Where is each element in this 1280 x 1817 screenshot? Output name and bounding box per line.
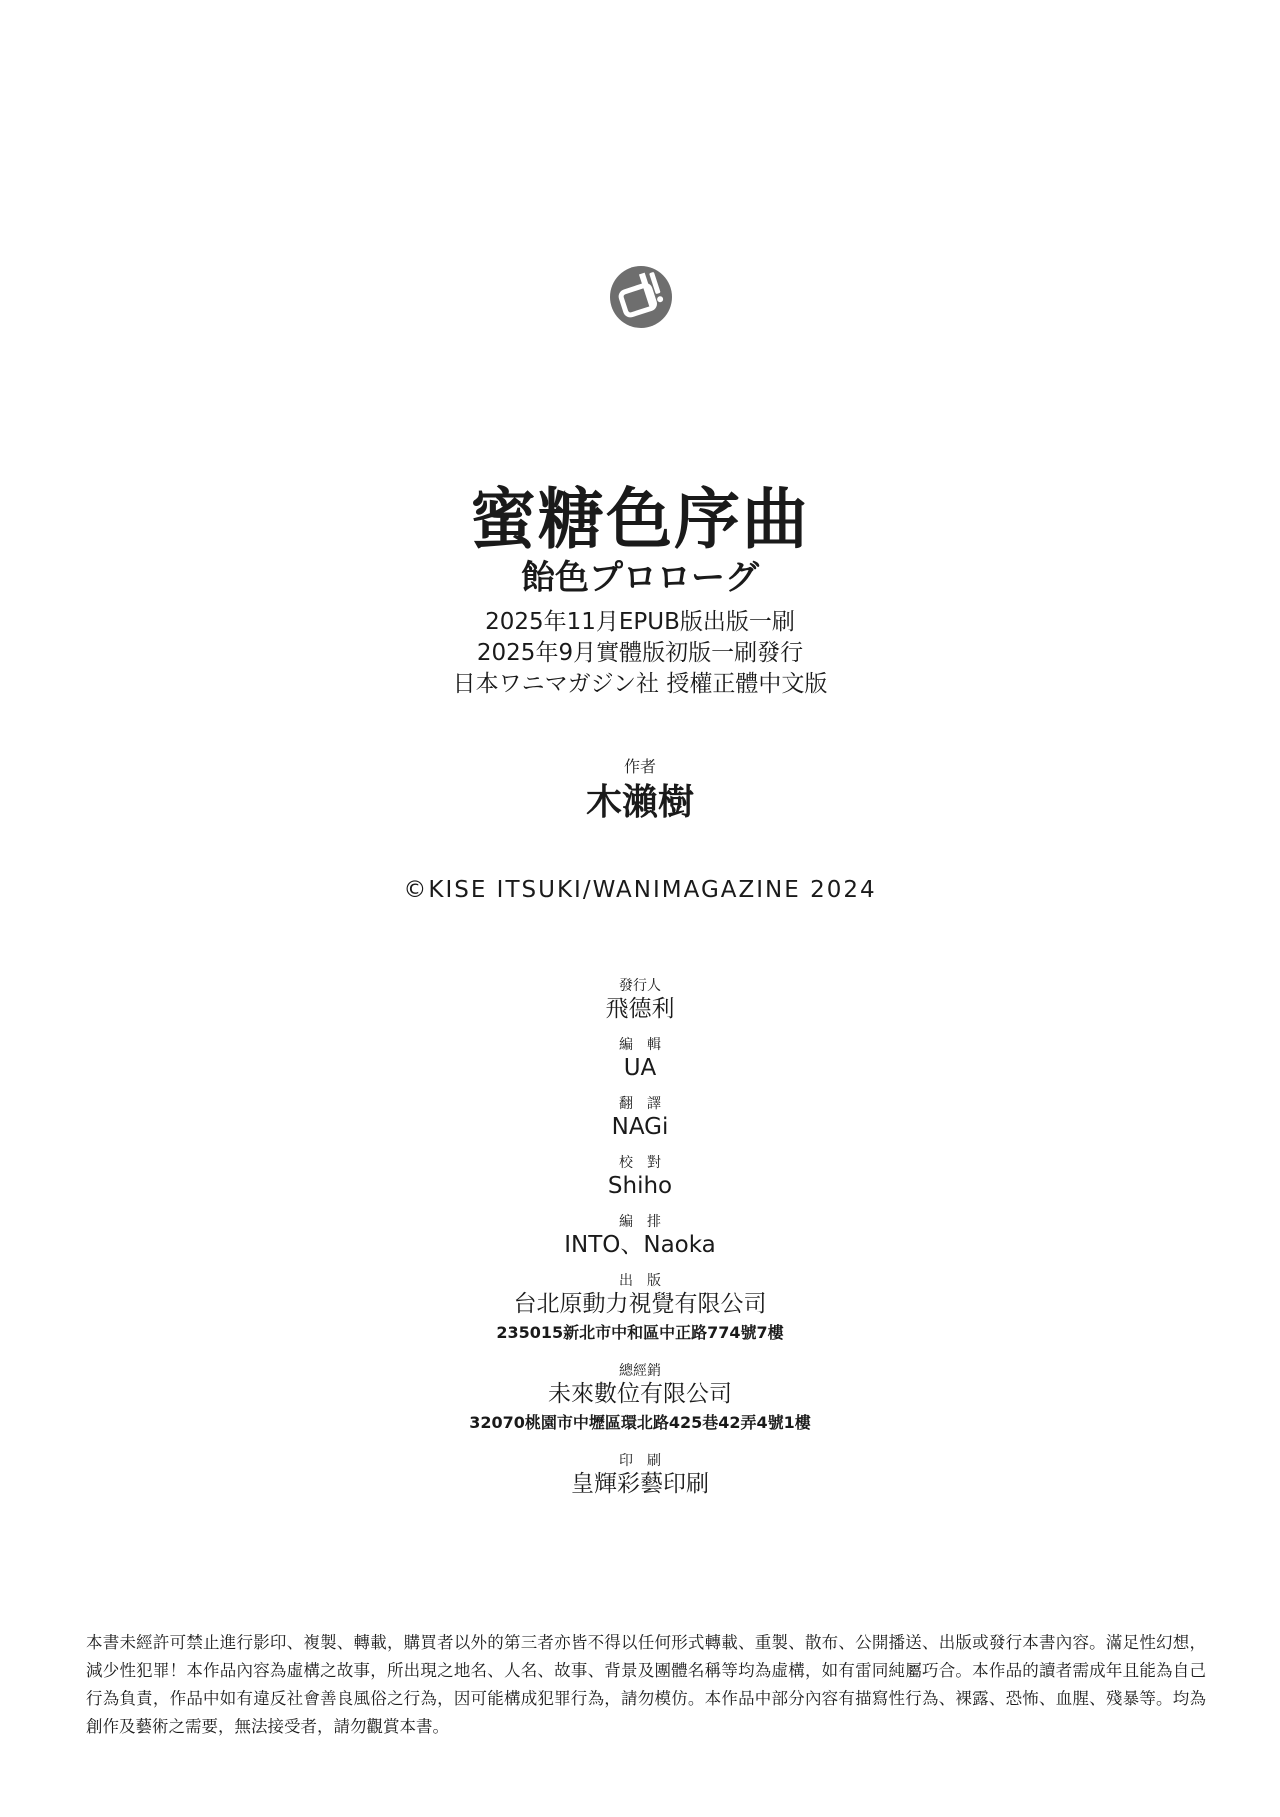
credit-translator-value: NAGi [611, 1114, 669, 1140]
credit-editor-value: UA [623, 1055, 657, 1081]
credit-layout-value: INTO、Naoka [564, 1232, 716, 1258]
edition-line-epub: 2025年11月EPUB版出版一刷 [485, 609, 795, 635]
credit-publishing-label: 出 版 [619, 1273, 661, 1289]
credit-distributor-label: 總經銷 [619, 1363, 661, 1379]
credit-proofreader-value: Shiho [607, 1173, 673, 1199]
publisher-logo-icon [609, 265, 673, 329]
credit-proofreader-label: 校 對 [619, 1155, 661, 1171]
edition-line-print: 2025年9月實體版初版一刷發行 [476, 640, 804, 666]
edition-line-license: 日本ワニマガジン社 授權正體中文版 [452, 671, 828, 697]
book-original-title: 飴色プロローグ [521, 558, 759, 598]
credit-printing-value: 皇輝彩藝印刷 [571, 1471, 709, 1497]
credit-editor-label: 編 輯 [619, 1037, 661, 1053]
credit-printing-label: 印 刷 [619, 1453, 661, 1469]
credit-layout-label: 編 排 [619, 1214, 661, 1230]
credit-distributor-value: 未來數位有限公司 [548, 1381, 732, 1407]
author-name: 木瀨樹 [585, 782, 694, 823]
credit-publishing-value: 台北原動力視覺有限公司 [513, 1291, 767, 1317]
credit-publisher-label: 發行人 [619, 978, 661, 994]
credit-publishing-address: 235015新北市中和區中正路774號7樓 [496, 1323, 784, 1342]
book-title: 蜜糖色序曲 [470, 481, 810, 558]
copyright-line: ©KISE ITSUKI/WANIMAGAZINE 2024 [403, 877, 877, 903]
credit-distributor-address: 32070桃園市中壢區環北路425巷42弄4號1樓 [469, 1413, 811, 1432]
credit-translator-label: 翻 譯 [619, 1096, 661, 1112]
author-label: 作者 [623, 757, 656, 776]
legal-notice: 本書未經許可禁止進行影印、複製、轉載，購買者以外的第三者亦皆不得以任何形式轉載、重製、散布、公開播送、出版或發行本書內容。滿足性幻想，減少性犯罪！本作品內容為虛構之故事，所出現之地名、人名、故事、背景及團體名稱等均為虛構，如有雷同純屬巧合。本作品的讀者需成年且能為自己行為負責，作品中如有違反社會善良風俗之行為，因可能構成犯罪行為，請勿模仿。本作品中部分內容有描寫性行為、裸露、恐怖、血腥、殘暴等。均為創作及藝術之需要，無法接受者，請勿觀賞本書。 [86, 1633, 1206, 1736]
credit-publisher-value: 飛德利 [605, 996, 675, 1022]
